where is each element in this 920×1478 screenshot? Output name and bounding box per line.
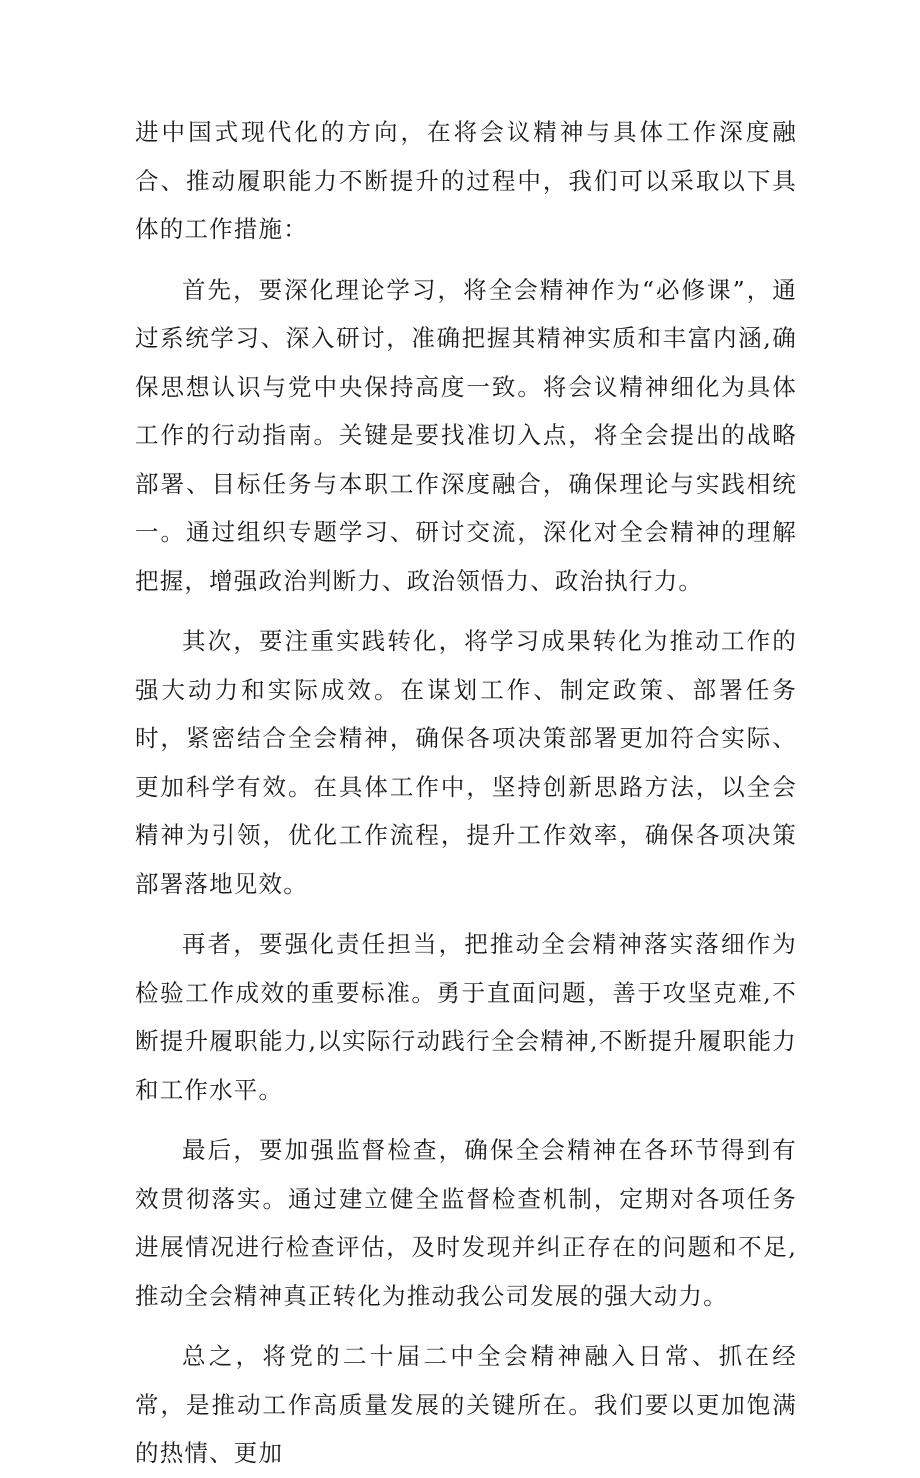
document-body	[135, 108, 797, 1478]
paragraph-conclusion: 总之，将党的二十届二中全会精神融入日常、抓在经常，是推动工作高质量发展的关键所在。我们要以更加饱满的热情、更加	[135, 1342, 797, 1467]
paragraph-continuation: 进中国式现代化的方向，在将会议精神与具体工作深度融合、推动履职能力不断提升的过程中，我们可以采取以下具体的工作措施：	[135, 118, 797, 243]
paragraph-second-measure: 其次，要注重实践转化，将学习成果转化为推动工作的强大动力和实际成效。在谋划工作、制定政策、部署任务时，紧密结合全会精神，确保各项决策部署更加符合实际、更加科学有效。在具体工作中，坚持创新思路方法，以全会精神为引领，优化工作流程，提升工作效率，确保各项决策部署落地见效。	[135, 627, 797, 898]
paragraph-first-measure: 首先，要深化理论学习，将全会精神作为“必修课”，通过系统学习、深入研讨，准确把握其精神实质和丰富内涵,确保思想认识与党中央保持高度一致。将会议精神细化为具体工作的行动指南。关键是要找准切入点，将全会提出的战略部署、目标任务与本职工作深度融合，确保理论与实践相统一。通过组织专题学习、研讨交流，深化对全会精神的理解把握，增强政治判断力、政治领悟力、政治执行力。	[135, 275, 797, 595]
paragraph-fourth-measure: 最后，要加强监督检查，确保全会精神在各环节得到有效贯彻落实。通过建立健全监督检查机制，定期对各项任务进展情况进行检查评估，及时发现并纠正存在的问题和不足,推动全会精神真正转化为推动我公司发展的强大动力。	[135, 1136, 797, 1310]
paragraph-third-measure: 再者，要强化责任担当，把推动全会精神落实落细作为检验工作成效的重要标准。勇于直面问题，善于攻坚克难,不断提升履职能力,以实际行动践行全会精神,不断提升履职能力和工作水平。	[135, 930, 797, 1104]
